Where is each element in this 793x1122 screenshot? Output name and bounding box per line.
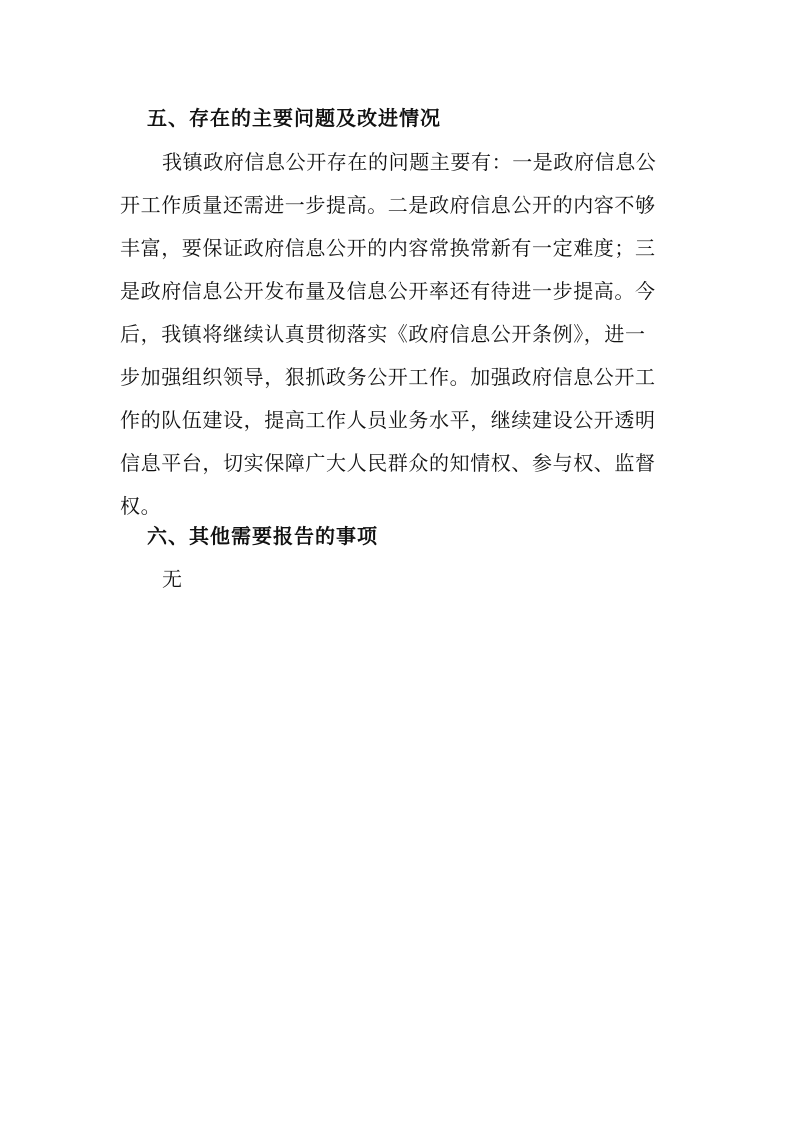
section5-line-7: 作的队伍建设，提高工作人员业务水平，继续建设公开透明 xyxy=(120,408,656,432)
section5-line-5: 后，我镇将继续认真贯彻落实《政府信息公开条例》，进一 xyxy=(120,322,646,346)
section5-line-1: 我镇政府信息公开存在的问题主要有：一是政府信息公 xyxy=(162,150,657,174)
section5-line-8: 信息平台，切实保障广大人民群众的知情权、参与权、监督 xyxy=(120,451,656,475)
section5-heading: 五、存在的主要问题及改进情况 xyxy=(147,106,441,130)
section6-body: 无 xyxy=(162,567,183,591)
section5-line-3: 丰富，要保证政府信息公开的内容常换常新有一定难度；三 xyxy=(120,236,656,260)
section6-heading: 六、其他需要报告的事项 xyxy=(147,524,378,548)
section5-line-2: 开工作质量还需进一步提高。二是政府信息公开的内容不够 xyxy=(120,193,656,217)
section5-line-4: 是政府信息公开发布量及信息公开率还有待进一步提高。今 xyxy=(120,279,656,303)
section5-line-9: 权。 xyxy=(120,494,162,518)
section5-line-6: 步加强组织领导，狠抓政务公开工作。加强政府信息公开工 xyxy=(120,365,656,389)
